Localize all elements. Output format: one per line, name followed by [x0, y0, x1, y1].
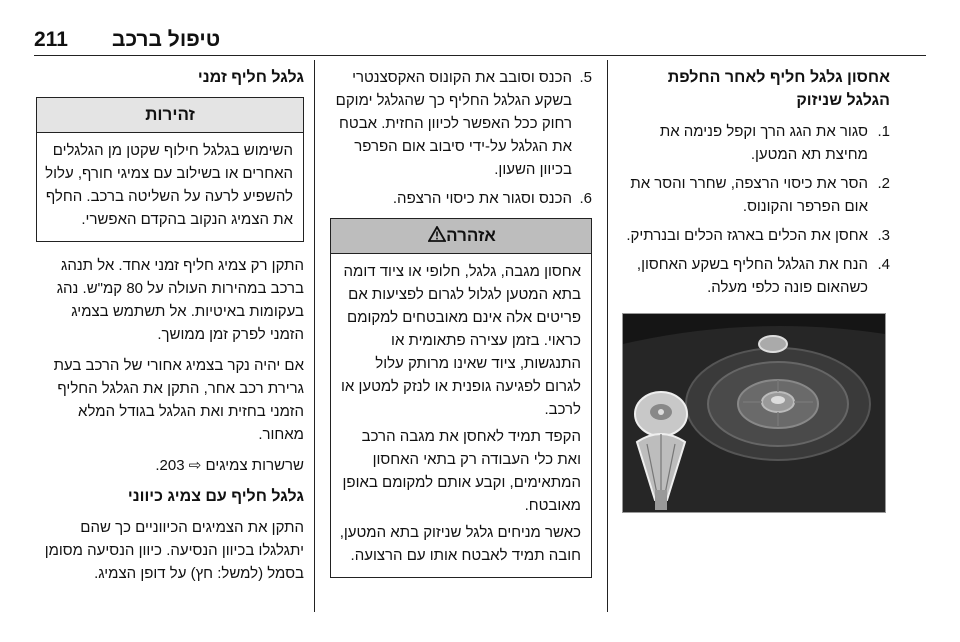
step-number: 2. [877, 175, 890, 192]
caution-box [36, 97, 304, 242]
warning-triangle-icon [428, 226, 446, 247]
spare-wheel-photo [622, 313, 886, 513]
step-item [330, 66, 592, 181]
step-text: אחסן את הכלים בארגז הכלים ובנרתיק. [626, 227, 868, 244]
column-temporary-spare [36, 66, 304, 593]
step-number: 5. [579, 69, 592, 86]
step-number: 4. [877, 256, 890, 273]
step-item [330, 187, 592, 210]
column-divider-left [314, 60, 315, 612]
body-paragraph: התקן רק צמיג חליף זמני אחד. אל תנהג ברכב במהירות העולה על 80 קמ"ש. נהג בעקומות באיטיות. אל תשתמש בצמיג הזמני לפרק זמן ממושך. [56, 257, 304, 343]
header-rule [34, 55, 926, 56]
warning-heading-bar [331, 219, 591, 254]
warning-paragraph: כאשר מניחים גלגל שניזוק בתא המטען, חובה תמיד לאבטח אותו עם הרצועה. [339, 524, 581, 564]
step-item [622, 120, 890, 166]
warning-paragraph: הקפד תמיד לאחסן את מגבה הרכב ואת כלי העבודה רק בתאי האחסון המתאימים, וקבע אותם למקומם באופן מאובטח. [342, 428, 581, 514]
column-spare-wheel-storage [622, 66, 890, 513]
body-paragraph: התקן את הצמיגים הכיווניים כך שהם יתגלגלו בכיוון הנסיעה. כיוון הנסיעה מסומן בסמל (למשל: חץ) על דופן הצמיג. [44, 519, 304, 582]
column-divider-right [607, 60, 608, 612]
step-text: סגור את הגג הרך וקפל פנימה את מחיצת תא המטען. [659, 123, 868, 163]
step-text: הנח את הגלגל החליף בשקע האחסון, כשהאום פונה כלפי מעלה. [636, 256, 868, 296]
storage-steps [622, 120, 890, 299]
step-item [622, 253, 890, 299]
step-number: 6. [579, 190, 592, 207]
step-number: 3. [877, 227, 890, 244]
page-header [0, 0, 960, 56]
cross-reference: שרשרות צמיגים ⇨ 203. [155, 457, 304, 474]
column-steps-and-warning [330, 66, 592, 590]
storage-steps-continued [330, 66, 592, 210]
step-text: הכנס וסגור את כיסוי הרצפה. [392, 190, 572, 207]
step-item [622, 224, 890, 247]
warning-heading: אזהרה [446, 226, 496, 245]
caution-text: השימוש בגלגל חילוף שקטן מן הגלגלים האחרים או בשילוב עם צמיגי חורף, עלול להשפיע לרעה על השליטה ברכב. החלף את הצמיג הנקוב בהקדם האפשרי. [45, 142, 293, 228]
section-title: אחסון גלגל חליף לאחר החלפת הגלגל שניזוק [667, 69, 890, 109]
step-text: הכנס וסובב את הקונוס האקסצנטרי בשקע הגלגל החליף כך שהגלגל ימוקם רחוק ככל האפשר לכיוון החזית. אבטח את הגלגל על-ידי סיבוב אום הפרפר בכיוון השעון. [335, 69, 572, 178]
step-number: 1. [877, 123, 890, 140]
body-paragraph: אם יהיה נקר בצמיג אחורי של הרכב בעת גרירת רכב אחר, התקן את הגלגל החליף הזמני בחזית ואת הגלגל בגודל המלא מאחור. [53, 357, 304, 443]
warning-paragraph: אחסון מגבה, גלגל, חלופי או ציוד דומה בתא המטען לגלול לגרום לפציעות אם פריטים אלה אינם מאובטחים למקומם כראוי. בזמן עצירה פתאומית או התנגשות, ציוד שאינו מרותק עלול לגרום לפגיעה גופנית או לנזק למטען או לרכב. [340, 263, 581, 418]
caution-heading-bar [37, 98, 303, 133]
running-title: טיפול ברכב [112, 28, 221, 51]
subsection-title: גלגל חליף עם צמיג כיווני [127, 488, 304, 505]
warning-box [330, 218, 592, 578]
spare-wheel-illustration [623, 314, 885, 512]
step-text: הסר את כיסוי הרצפה, שחרר והסר את אום הפרפר והקונוס. [630, 175, 868, 215]
step-item [622, 172, 890, 218]
page-number: 211 [34, 28, 68, 51]
caution-heading: זהירות [145, 105, 195, 124]
section-title: גלגל חליף זמני [197, 69, 304, 86]
